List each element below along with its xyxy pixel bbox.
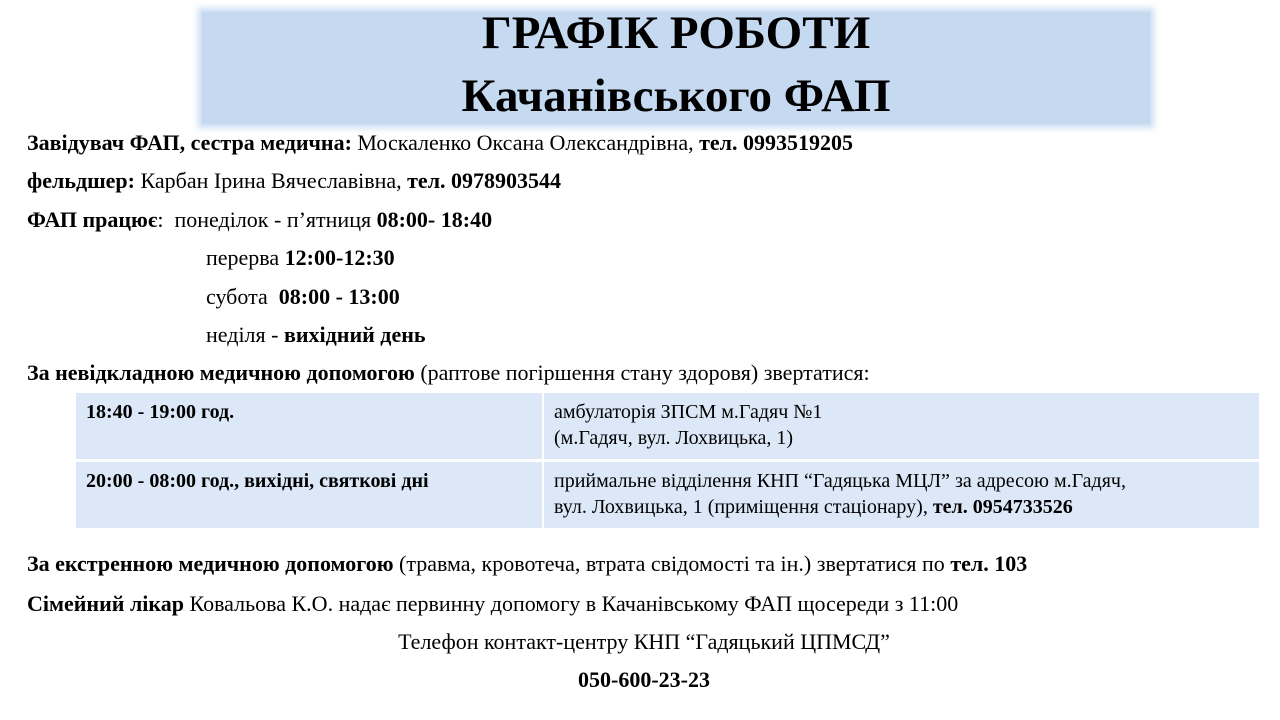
- emergency-label: За екстренною медичною допомогою: [27, 551, 394, 576]
- emergency-text: (травма, кровотеча, втрата свідомості та ін.) звертатися по: [393, 551, 951, 576]
- schedule-break-line: [206, 245, 395, 270]
- table-cell-place: [542, 393, 1259, 462]
- family-doctor-line: [27, 591, 958, 616]
- paramedic-label: фельдшер:: [27, 168, 135, 193]
- row2-place-line2: [554, 494, 1251, 520]
- sunday-text: неділя -: [206, 322, 284, 347]
- urgent-help-table: [76, 393, 1259, 528]
- weekdays-time: 08:00- 18:40: [376, 207, 493, 232]
- row2-place-line1: приймальне відділення КНП “Гадяцька МЦЛ” за адресою м.Гадяч,: [554, 470, 1126, 492]
- head-nurse-label: Завідувач ФАП, сестра медична:: [27, 130, 352, 155]
- table-cell-place: [542, 462, 1259, 528]
- page-subtitle: Качанівського ФАП: [461, 70, 891, 122]
- head-nurse-phone: тел. 0993519205: [699, 130, 854, 155]
- urgent-label: За невідкладною медичною допомогою: [27, 360, 415, 385]
- saturday-text: субота: [206, 284, 279, 309]
- urgent-text: (раптове погіршення стану здоровя) звертатися:: [414, 360, 870, 385]
- weekdays-text: понеділок - п’ятниця: [174, 207, 377, 232]
- schedule-saturday-line: [206, 284, 400, 309]
- row1-place-line1: амбулаторія ЗПСМ м.Гадяч №1: [554, 401, 823, 423]
- emergency-phone: тел. 103: [950, 551, 1028, 576]
- table-row: [76, 462, 1259, 528]
- schedule-sunday-line: [206, 322, 426, 347]
- head-nurse-line: [27, 130, 853, 155]
- row1-time: 18:40 - 19:00 год.: [86, 401, 235, 423]
- row1-place-line2: (м.Гадяч, вул. Лохвицька, 1): [554, 427, 794, 449]
- schedule-colon: :: [157, 207, 175, 232]
- row2-address: вул. Лохвицька, 1 (приміщення стаціонару),: [554, 496, 933, 518]
- schedule-weekdays-line: [27, 207, 492, 232]
- paramedic-phone: тел. 0978903544: [407, 168, 562, 193]
- break-time: 12:00-12:30: [284, 245, 395, 270]
- family-doctor-label: Сімейний лікар: [27, 591, 184, 616]
- paramedic-line: [27, 168, 561, 193]
- row2-time: 20:00 - 08:00 год., вихідні, святкові дні: [86, 470, 429, 492]
- table-cell-time: [76, 393, 542, 462]
- row2-phone: тел. 0954733526: [932, 496, 1073, 518]
- emergency-line: [27, 551, 1027, 576]
- sunday-value: вихідний день: [283, 322, 426, 347]
- saturday-time: 08:00 - 13:00: [278, 284, 400, 309]
- schedule-label: ФАП працює: [27, 207, 158, 232]
- family-doctor-text: Ковальова К.О. надає первинну допомогу в Качанівському ФАП щосереди з 11:00: [184, 591, 959, 616]
- break-text: перерва: [206, 245, 285, 270]
- table-row: [76, 393, 1259, 462]
- paramedic-name: Карбан Ірина Вячеславівна,: [135, 168, 408, 193]
- contact-center-text: Телефон контакт-центру КНП “Гадяцький ЦПМСД”: [398, 629, 890, 654]
- page-title: ГРАФІК РОБОТИ: [481, 7, 871, 59]
- table-cell-time: [76, 462, 542, 528]
- urgent-help-line: [27, 360, 870, 385]
- contact-center-phone: 050-600-23-23: [578, 667, 710, 692]
- head-nurse-name: Москаленко Оксана Олександрівна,: [351, 130, 700, 155]
